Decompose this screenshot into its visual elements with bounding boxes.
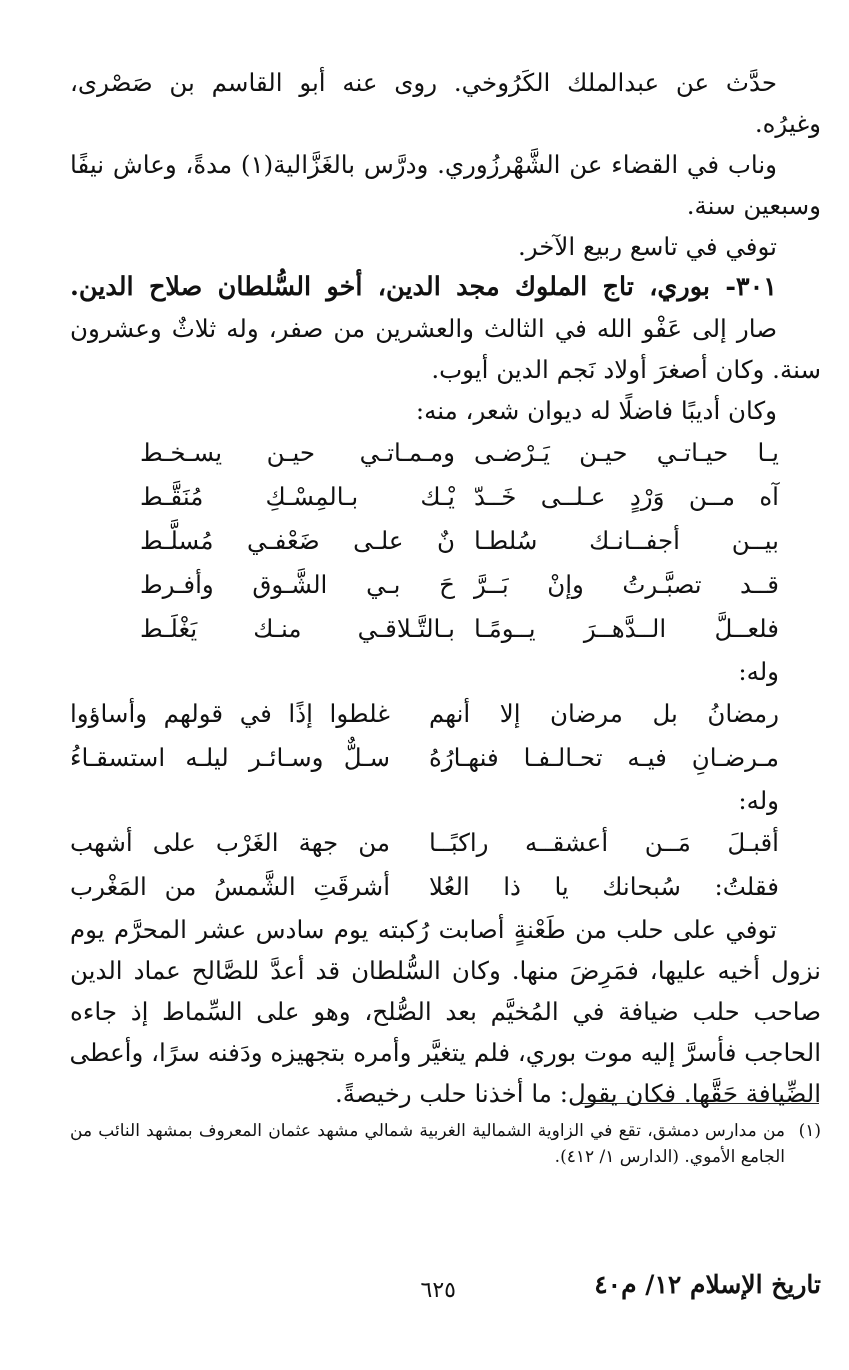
verse xyxy=(70,821,821,865)
hemistich-second: ومـمـاتـي حيـن يسـخـط xyxy=(140,438,455,467)
text-line: سنة. وكان أصغرَ أولاد نَجم الدين أيوب. xyxy=(431,355,821,384)
footnote-divider xyxy=(579,1103,819,1104)
text-line: وسبعين سنة. xyxy=(686,191,821,220)
text-line: توفي في تاسع ربيع الآخر. xyxy=(517,232,777,261)
verse xyxy=(70,692,821,736)
hemistich-first: مـرضـانِ فيـه تحـالـفـا فنهـارُهُ xyxy=(429,743,779,772)
verse xyxy=(70,431,821,475)
hemistich-second: أشرقَتِ الشَّمسُ من المَغْرب xyxy=(70,872,390,901)
text-line: الحاجب فأسرَّ إليه موت بوري، فلم يتغيَّر وأمره بتجهيزه ودَفنه سرًا، وأعطى xyxy=(69,1038,821,1067)
hemistich-second: يْـك بـالمِسْـكِ مُنَقَّـط xyxy=(140,482,455,511)
footnote-number: (١) xyxy=(798,1121,821,1141)
hemistich-second: من جهة الغَرْب على أشهب xyxy=(70,828,390,857)
page-footer xyxy=(70,1262,821,1302)
page-number: ٦٢٥ xyxy=(420,1278,456,1303)
hemistich-first: فلعــلَّ الــدَّهــرَ يــومًـا xyxy=(474,614,779,643)
hemistich-first: أقبـلَ مَــن أعشقــه راكبًــا xyxy=(429,828,779,857)
page-body xyxy=(70,62,821,1370)
poem-label: وله: xyxy=(738,786,779,815)
book-title: تاريخ الإسلام ١٢/ م٤٠ xyxy=(594,1270,821,1299)
hemistich-first: رمضانُ بل مرضان إلا أنهم xyxy=(429,699,779,728)
footnote xyxy=(70,1118,821,1170)
verse xyxy=(70,519,821,563)
hemistich-second: بـالتَّـلاقـي منـك يَغْلَـط xyxy=(140,614,455,643)
text-line: نزول أخيه عليها، فمَرِضَ منها. وكان السُّلطان قد أعدَّ للصَّالح عماد الدين xyxy=(70,956,821,985)
text-line: وناب في القضاء عن الشَّهْرزُوري. ودرَّس بالغَزَّالية(١) مدةً، وعاش نيفًا xyxy=(70,150,777,179)
poem-1 xyxy=(70,431,821,651)
verse xyxy=(70,736,821,780)
text-line: وغيرُه. xyxy=(754,109,821,138)
text-line: توفي على حلب من طَعْنةٍ أصابت رُكبته يوم سادس عشر المحرَّم يوم xyxy=(70,915,777,944)
entry-heading: ٣٠١- بوري، تاج الملوك مجد الدين، أخو السُّلطان صلاح الدين. xyxy=(70,272,777,302)
hemistich-first: بيــن أجفــانـك سُلطـا xyxy=(474,526,779,555)
text-line: صار إلى عَفْو الله في الثالث والعشرين من صفر، وله ثلاثٌ وعشرون xyxy=(70,314,777,343)
text-line: حدَّث عن عبدالملك الكَرُوخي. روى عنه أبو القاسم بن صَصْرى، xyxy=(70,68,777,97)
hemistich-first: يـا حيـاتـي حيـن يَـرْضـى xyxy=(474,438,779,467)
text-line: الضِّيافة حَقَّها. فكان يقول: ما أخذنا حلب رخيصةً. xyxy=(335,1079,821,1108)
hemistich-first: فقلتُ: سُبحانك يا ذا العُلا xyxy=(429,872,779,901)
hemistich-second: غلطوا إذًا في قولهم وأساؤوا xyxy=(70,699,390,728)
verse xyxy=(70,475,821,519)
poem-label: وله: xyxy=(738,657,779,686)
poem-2 xyxy=(70,692,821,780)
hemistich-first: قــد تصبَّـرتُ وإنْ بَــرَّ xyxy=(474,570,779,599)
hemistich-second: حَ بـي الشَّـوق وأفـرط xyxy=(140,570,455,599)
hemistich-second: نٌ علـى ضَعْفـي مُسلَّـط xyxy=(140,526,455,555)
footnote-text: من مدارس دمشق، تقع في الزاوية الشمالية الغربية شمالي مشهد عثمان المعروف بمشهد النائب من الجامع الأموي. (الدارس ١/ ٤١٢). xyxy=(70,1121,785,1167)
poem-3 xyxy=(70,821,821,909)
verse xyxy=(70,865,821,909)
text-line: صاحب حلب ضيافة في المُخيَّم بعد الصُّلح، وهو على السِّماط إذ جاءه xyxy=(70,997,821,1026)
text-line: وكان أديبًا فاضلًا له ديوان شعر، منه: xyxy=(415,396,777,425)
hemistich-second: سـلٌّ وسـائـر ليلـه استسقـاءُ xyxy=(70,743,390,772)
hemistich-first: آه مــن وَرْدٍ عـلــى خَــدّ xyxy=(474,482,779,511)
verse xyxy=(70,607,821,651)
verse xyxy=(70,563,821,607)
